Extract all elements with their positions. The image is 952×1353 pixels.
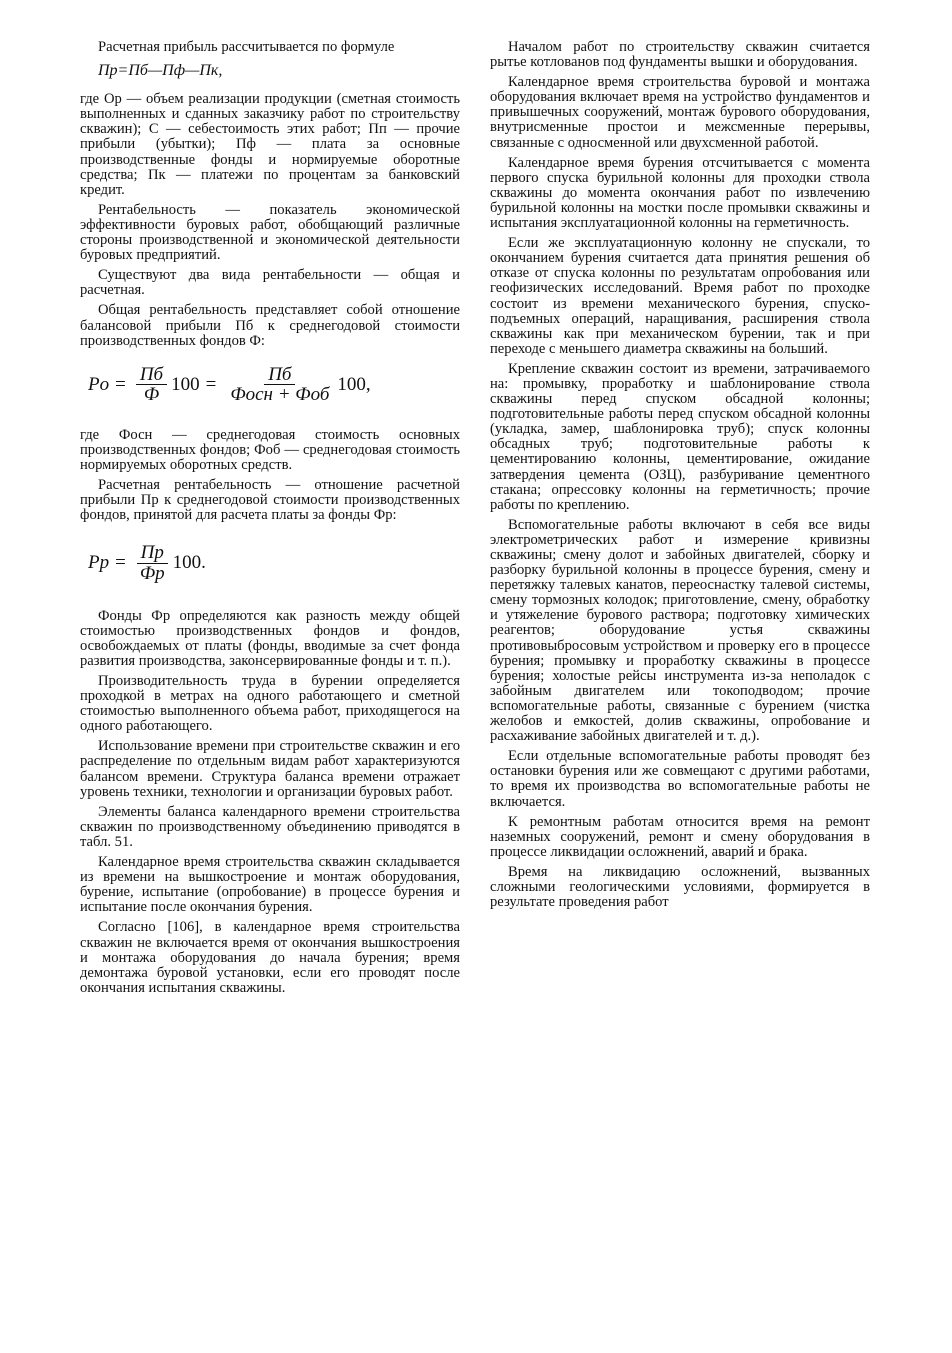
formula-multiplier: 100. bbox=[172, 552, 206, 574]
formula-fraction bbox=[136, 542, 169, 584]
paragraph: Расчетная рентабельность — отношение расчетной прибыли Пр к среднегодовой стоимости производственных фондов, принятой для расчета платы за фонды Фр: bbox=[80, 477, 460, 524]
paragraph: Рентабельность — показатель экономической эффективности буровых работ, обобщающий различные стороны производственной и экономической деятельности буровых предприятий. bbox=[80, 201, 460, 264]
formula-equals: = bbox=[205, 373, 217, 395]
paragraph: Существуют два вида рентабельности — общая и расчетная. bbox=[80, 267, 460, 299]
fraction-numerator: Пб bbox=[136, 367, 167, 385]
paragraph: Календарное время строительства буровой и монтажа оборудования включает время на устройство фундаментов и привышечных сооружений, монтаж бурового оборудования, внутрисменные простои и межсменные перерывы, связанные с односменной или двухсменной работой. bbox=[490, 74, 870, 151]
fraction-denominator: Фосн + Фоб bbox=[230, 383, 330, 405]
paragraph: где Фосн — среднегодовая стоимость основных производственных фондов; Фоб — среднегодовая стоимость нормируемых оборотных средств. bbox=[80, 426, 460, 474]
paragraph: Производительность труда в бурении определяется проходкой в метрах на одного работающего и сметной стоимостью выполненного объема работ, приходящегося на одного работающего. bbox=[80, 673, 460, 735]
paragraph: Использование времени при строительстве скважин и его распределение по отдельным видам работ характеризуются балансом времени. Структура баланса времени отражает уровень техники, технологии и организации буровых работ. bbox=[80, 738, 460, 800]
paragraph: Если отдельные вспомогательные работы проводят без остановки бурения или же совмещают с другими работами, то время их производства во вспомогательные работы не включается. bbox=[490, 748, 870, 810]
paragraph: Фонды Фр определяются как разность между общей стоимостью производственных фондов и фондов, освобождаемых от платы (фонды, вводимые за счет фонда развития производства, законсервированные фонды и т. п.). bbox=[80, 607, 460, 669]
formula-equals: = bbox=[115, 552, 126, 574]
paragraph: Элементы баланса календарного времени строительства скважин по производственному объединению приводятся в табл. 51. bbox=[80, 803, 460, 850]
fraction-denominator: Ф bbox=[143, 383, 160, 405]
formula-multiplier: 100, bbox=[337, 373, 371, 395]
formula-lhs: Pо bbox=[88, 373, 110, 395]
formula-fraction bbox=[226, 363, 333, 405]
formula-calculated-profitability bbox=[88, 542, 460, 584]
formula-fraction bbox=[136, 363, 167, 405]
formula-lhs: Pр bbox=[88, 552, 110, 574]
paragraph: Вспомогательные работы включают в себя все виды электрометрических работ и измерение кривизны скважины; смену долот и забойных двигателей, сборку и разборку бурильной колонны в процессе бурения, смену и перетяжку талевых канатов, переоснастку талевой системы, смену тормозных колодок; приготовление, смену, обработку и утяжеление бурового раствора; подготовку химических реагентов; оборудование устья скважины противовыбросовым устройством и проверку его в процессе бурения; промывку и проработку скважины в процессе бурения; холостые рейсы инструмента из-за неполадок с забойным двигателем или токоподводом; прочие вспомогательные работы, связанные с бурением (чистка желобов и емкостей, долив скважины, опробование и расхаживание забойных двигателей и т. д.). bbox=[490, 516, 870, 745]
paragraph: Общая рентабельность представляет собой отношение балансовой прибыли Пб к среднегодовой стоимости производственных фондов Ф: bbox=[80, 302, 460, 349]
paragraph: Время на ликвидацию осложнений, вызванных сложными геологическими условиями, формируется в результате проведения работ bbox=[490, 863, 870, 911]
left-column bbox=[80, 40, 460, 1001]
paragraph: Календарное время бурения отсчитывается с момента первого спуска бурильной колонны для проходки ствола скважины до момента окончания работ по извлечению бурильной колонны на мостки после промывки скважины и испытания эксплуатационной колонны на герметичность. bbox=[490, 154, 870, 232]
paragraph: где Ор — объем реализации продукции (сметная стоимость выполненных и сданных заказчику работ по строительству скважин); С — себестоимость этих работ; Пп — прочие прибыли (убытки); Пф — плата за основные производственные фонды и нормируемые оборотные средства; Пк — платежи по процентам за банковский кредит. bbox=[80, 91, 460, 198]
paragraph: К ремонтным работам относится время на ремонт наземных сооружений, ремонт и смену оборудования в процессе ликвидации осложнений, аварий и брака. bbox=[490, 813, 870, 860]
formula-equals: = bbox=[115, 373, 126, 395]
paragraph: Календарное время строительства скважин складывается из времени на вышкостроение и монтаж оборудования, бурение, испытание (опробование) в процессе бурения и испытание после окончания бурения. bbox=[80, 854, 460, 916]
paragraph: Если же эксплуатационную колонну не спускали, то окончанием бурения считается дата принятия решения об отказе от спуска колонны по результатам опробования или геофизических исследований. Время работ по проходке состоит из времени механического бурения, спуско-подъемных операций, наращивания, расширения ствола скважины как при механическом бурении, так и при переходе с меньшего диаметра скважины на больший. bbox=[490, 235, 870, 357]
formula-profit: Пр=Пб—Пф—Пк, bbox=[98, 62, 223, 80]
fraction-numerator: Пб bbox=[264, 367, 295, 385]
right-column bbox=[490, 40, 870, 915]
paragraph: Началом работ по строительству скважин считается рытье котлованов под фундаменты вышки и оборудования. bbox=[490, 39, 870, 71]
paragraph: Крепление скважин состоит из времени, затрачиваемого на: промывку, проработку и шаблонирование ствола скважины перед спуском обсадной колонны; подготовительные работы перед спуском обсадной колонны (укладка, замер, шаблонировка труб); спуск колонны обсадных труб; подготовительные работы к цементированию колонны, цементирование, ожидание затвердения цемента (ОЗЦ), разбуривание цементного стакана; опрессовку колонны на герметичность; прочие работы по креплению. bbox=[490, 360, 870, 513]
fraction-denominator: Фр bbox=[139, 562, 165, 584]
paragraph: Согласно [106], в календарное время строительства скважин не включается время от окончания вышкостроения и монтажа оборудования до начала бурения; время демонтажа буровой установки, если его проводят после окончания испытания скважины. bbox=[80, 919, 460, 996]
formula-total-profitability bbox=[88, 363, 460, 405]
fraction-numerator: Пр bbox=[137, 545, 168, 563]
formula-multiplier: 100 bbox=[171, 373, 200, 395]
paragraph: Расчетная прибыль рассчитывается по формуле bbox=[98, 39, 395, 55]
